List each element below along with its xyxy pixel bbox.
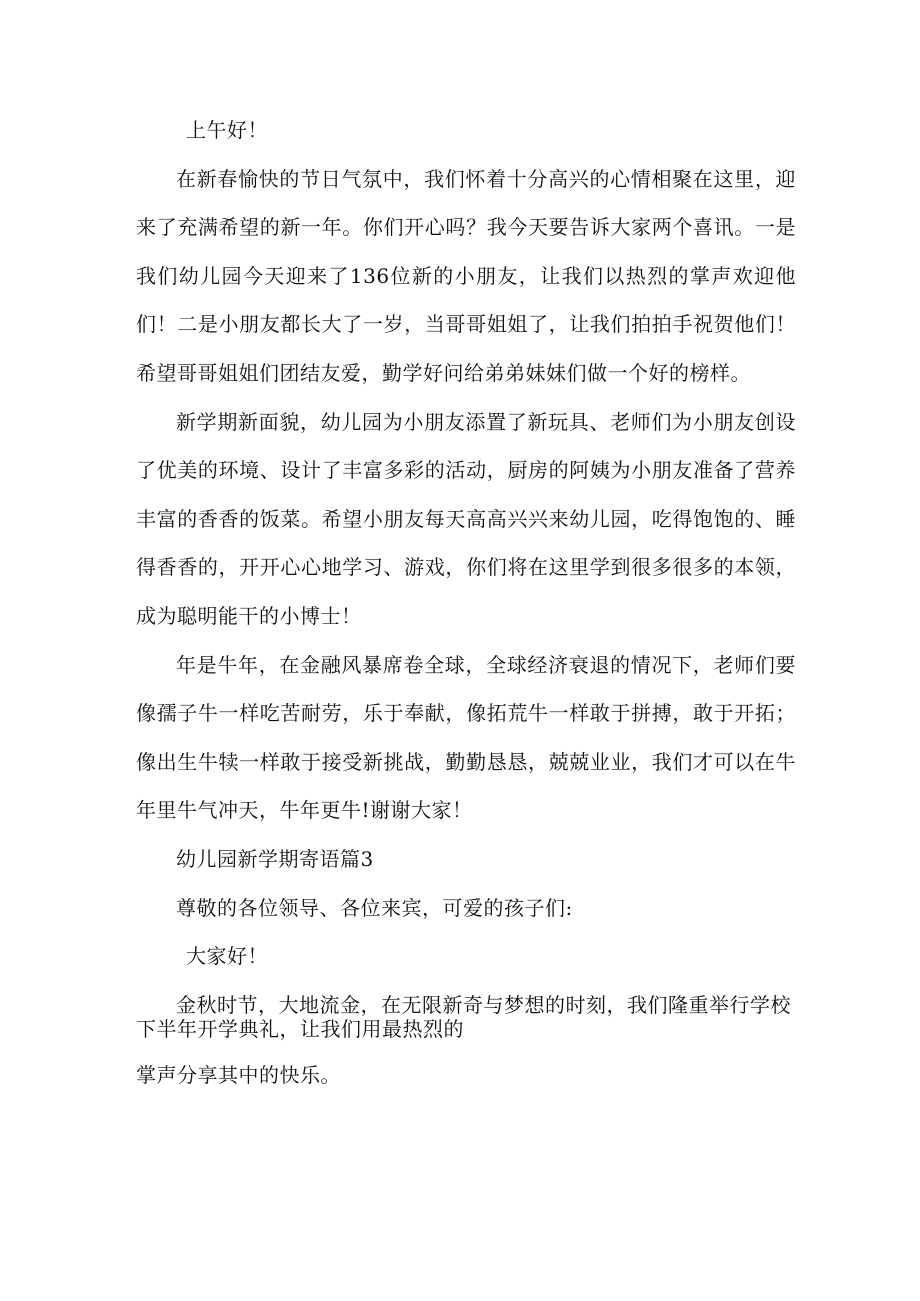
salutation: 尊敬的各位领导、各位来宾，可爱的孩子们: <box>176 895 573 920</box>
paragraph-autumn: 金秋时节，大地流金，在无限新奇与梦想的时刻，我们隆重举行学校下半年开学典礼，让我们用最热烈的 <box>136 992 791 1041</box>
greeting-everyone: 大家好！ <box>186 944 268 969</box>
paragraph-new-year: 在新春愉快的节日气氛中，我们怀着十分高兴的心情相聚在这里，迎来了充满希望的新一年。你们开心吗？我今天要告诉大家两个喜讯。一是我们幼儿园今天迎来了136位新的小朋友，让我们以热烈的掌声欢迎他们！二是小朋友都长大了一岁，当哥哥姐姐了，让我们拍拍手祝贺他们！希望哥哥姐姐们团结友爱，勤学好问给弟弟妹妹们做一个好的榜样。 <box>136 166 796 385</box>
document-body <box>136 106 796 1087</box>
paragraph-new-semester: 新学期新面貌，幼儿园为小朋友添置了新玩具、老师们为小朋友创设了优美的环境、设计了丰富多彩的活动，厨房的阿姨为小朋友准备了营养丰富的香香的饭菜。希望小朋友每天高高兴兴来幼儿园，吃得饱饱的、睡得香香的，开开心心地学习、游戏，你们将在这里学到很多很多的本领，成为聪明能干的小博士！ <box>136 409 796 628</box>
paragraph-ox-year: 年是牛年，在金融风暴席卷全球，全球经济衰退的情况下，老师们要像孺子牛一样吃苦耐劳，乐于奉献，像拓荒牛一样敢于拼搏，敢于开拓；像出生牛犊一样敢于接受新挑战，勤勤恳恳，兢兢业业，我们才可以在牛年里牛气冲天，牛年更牛!谢谢大家！ <box>136 652 796 823</box>
section-heading: 幼儿园新学期寄语篇3 <box>176 846 374 871</box>
paragraph-applause: 掌声分享其中的快乐。 <box>136 1062 341 1087</box>
greeting-morning: 上午好！ <box>186 118 268 142</box>
